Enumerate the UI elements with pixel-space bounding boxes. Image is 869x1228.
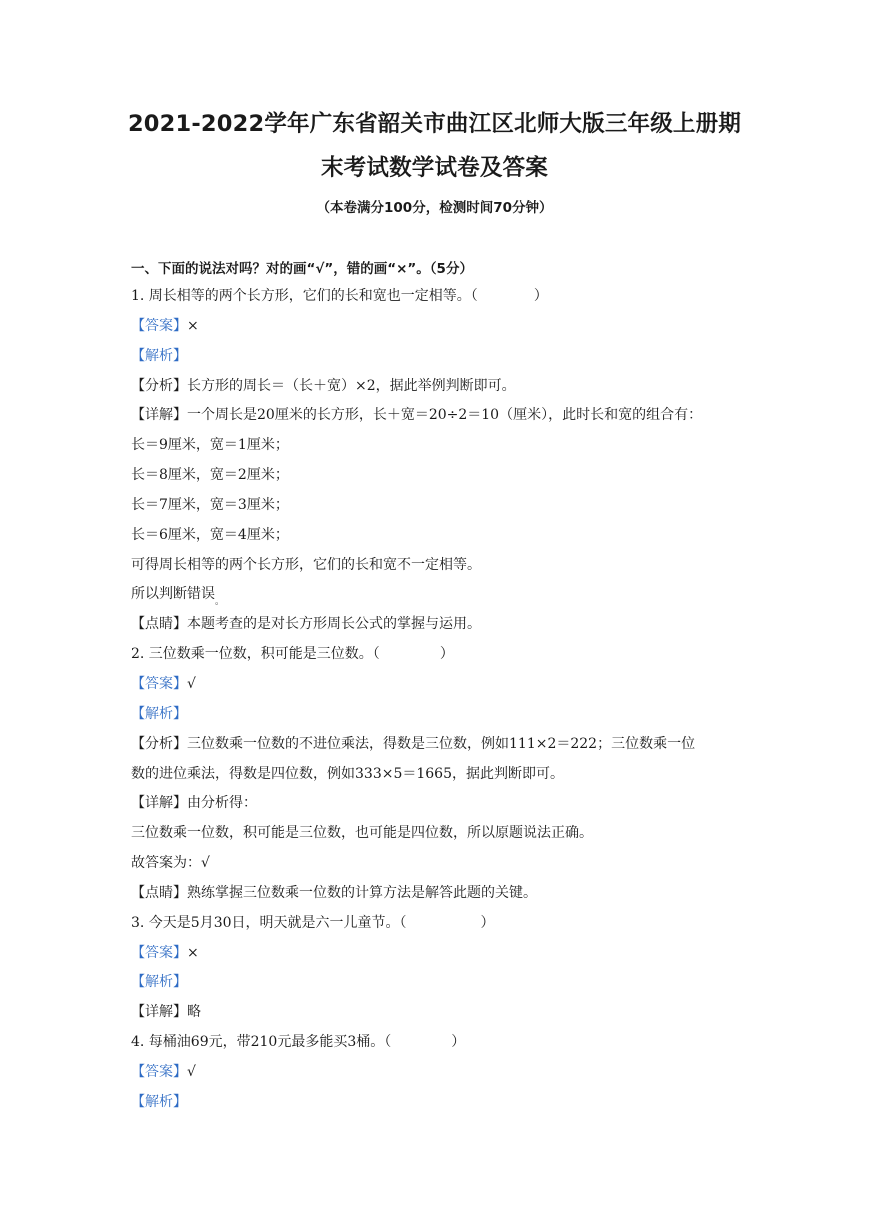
question-1-combo-4: 长＝6厘米，宽＝4厘米； bbox=[131, 526, 289, 543]
answer-value: × bbox=[187, 944, 199, 961]
question-2 bbox=[131, 644, 741, 674]
question-2-answer bbox=[131, 674, 741, 704]
question-2-final: 故答案为：√ bbox=[131, 855, 210, 872]
question-1-conclusion: 可得周长相等的两个长方形，它们的长和宽不一定相等。 bbox=[131, 556, 481, 573]
analysis-tag: 【解析】 bbox=[131, 347, 187, 364]
question-1-judge bbox=[131, 584, 741, 614]
question-1-close-paren: ） bbox=[533, 288, 548, 304]
dianjing-text: 本题考查的是对长方形周长公式的掌握与运用。 bbox=[187, 616, 481, 633]
question-1-text: 1. 周长相等的两个长方形，它们的长和宽也一定相等。（ bbox=[131, 288, 478, 304]
question-1-xiangjie bbox=[131, 405, 741, 435]
xiangjie-tag: 【详解】 bbox=[131, 795, 187, 812]
question-3-close-paren: ） bbox=[480, 914, 495, 931]
question-4 bbox=[131, 1032, 741, 1062]
fenxi-tag: 【分析】 bbox=[131, 735, 187, 752]
analysis-tag: 【解析】 bbox=[131, 705, 187, 722]
dianjing-tag: 【点睛】 bbox=[131, 884, 187, 901]
answer-value: √ bbox=[187, 675, 196, 692]
question-1 bbox=[131, 286, 741, 316]
question-2-dianjing bbox=[131, 883, 741, 913]
fenxi-text: 三位数乘一位数的不进位乘法，得数是三位数，例如111×2＝222；三位数乘一位 bbox=[187, 735, 696, 752]
question-2-explain: 三位数乘一位数，积可能是三位数，也可能是四位数，所以原题说法正确。 bbox=[131, 825, 593, 842]
question-3 bbox=[131, 913, 741, 943]
section-1-body bbox=[131, 286, 741, 1122]
analysis-tag: 【解析】 bbox=[131, 1093, 187, 1110]
question-2-analysis bbox=[131, 704, 741, 734]
xiangjie-text: 由分析得： bbox=[187, 795, 257, 812]
question-1-answer bbox=[131, 316, 741, 346]
fenxi-text: 长方形的周长＝（长＋宽）×2，据此举例判断即可。 bbox=[187, 377, 516, 394]
answer-tag: 【答案】 bbox=[131, 317, 187, 334]
document-title-line-1: 2021-2022学年广东省韶关市曲江区北师大版三年级上册期 bbox=[127, 111, 742, 137]
judge-period: 。 bbox=[215, 597, 225, 608]
question-1-combo-2: 长＝8厘米，宽＝2厘米； bbox=[131, 467, 289, 484]
analysis-tag: 【解析】 bbox=[131, 974, 187, 991]
answer-value: × bbox=[187, 317, 199, 334]
question-1-dianjing bbox=[131, 614, 741, 644]
answer-value: √ bbox=[187, 1063, 196, 1080]
question-2-fenxi-line-1 bbox=[131, 734, 741, 764]
question-1-analysis bbox=[131, 346, 741, 376]
question-3-xiangjie bbox=[131, 1002, 741, 1032]
answer-tag: 【答案】 bbox=[131, 944, 187, 961]
question-4-analysis bbox=[131, 1092, 741, 1122]
question-2-fenxi-line-2: 数的进位乘法，得数是四位数，例如333×5＝1665，据此判断即可。 bbox=[131, 765, 564, 782]
question-3-analysis bbox=[131, 972, 741, 1002]
section-1-heading: 一、下面的说法对吗？对的画“√”，错的画“×”。（5分） bbox=[131, 261, 473, 277]
question-1-combo-3: 长＝7厘米，宽＝3厘米； bbox=[131, 496, 289, 513]
question-4-close-paren: ） bbox=[451, 1034, 466, 1051]
xiangjie-text: 一个周长是20厘米的长方形，长＋宽＝20÷2＝10（厘米），此时长和宽的组合有： bbox=[187, 407, 703, 424]
document-subtitle: （本卷满分100分，检测时间70分钟） bbox=[316, 200, 553, 216]
fenxi-tag: 【分析】 bbox=[131, 377, 187, 394]
xiangjie-text: 略 bbox=[187, 1004, 201, 1021]
answer-tag: 【答案】 bbox=[131, 1063, 187, 1080]
question-3-text: 3. 今天是5月30日，明天就是六一儿童节。（ bbox=[131, 914, 407, 931]
answer-tag: 【答案】 bbox=[131, 675, 187, 692]
question-1-fenxi bbox=[131, 376, 741, 406]
xiangjie-tag: 【详解】 bbox=[131, 1004, 187, 1021]
question-3-answer bbox=[131, 943, 741, 973]
xiangjie-tag: 【详解】 bbox=[131, 407, 187, 424]
question-2-text: 2. 三位数乘一位数，积可能是三位数。（ bbox=[131, 646, 380, 663]
question-2-xiangjie bbox=[131, 793, 741, 823]
question-1-combo-1: 长＝9厘米，宽＝1厘米； bbox=[131, 437, 289, 454]
question-4-text: 4. 每桶油69元，带210元最多能买3桶。（ bbox=[131, 1034, 392, 1051]
question-2-close-paren: ） bbox=[439, 646, 454, 663]
document-title-line-2: 末考试数学试卷及答案 bbox=[320, 155, 548, 181]
dianjing-text: 熟练掌握三位数乘一位数的计算方法是解答此题的关键。 bbox=[187, 884, 537, 901]
judge-text: 所以判断错误 bbox=[131, 586, 215, 603]
dianjing-tag: 【点睛】 bbox=[131, 616, 187, 633]
question-4-answer bbox=[131, 1062, 741, 1092]
